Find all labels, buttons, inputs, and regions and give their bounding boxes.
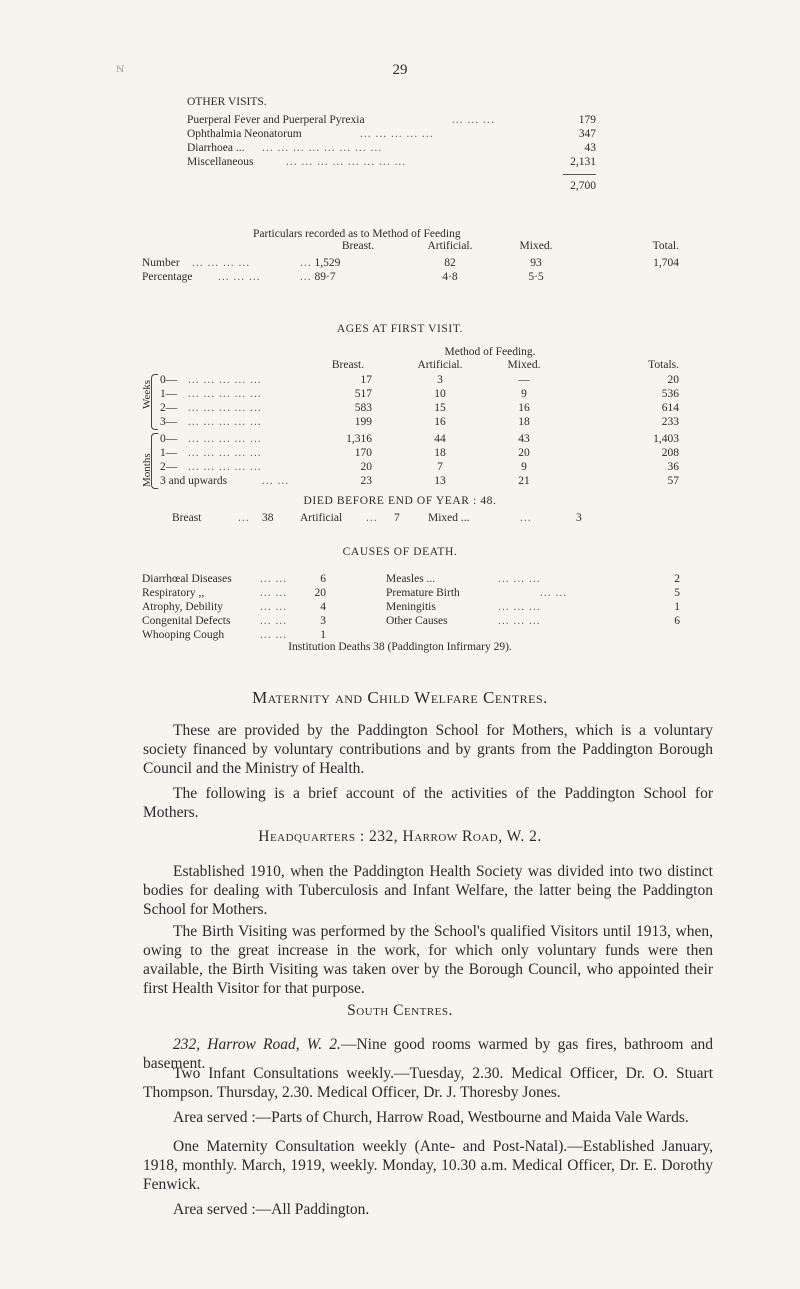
- cause-value: 20: [314, 587, 326, 599]
- leader-dots: ...: [366, 512, 378, 524]
- feeding-header: Total.: [652, 240, 679, 252]
- total-rule: [563, 174, 596, 175]
- other-visits-value: 2,131: [570, 156, 596, 168]
- institution-deaths: Institution Deaths 38 (Paddington Infirmary 29).: [288, 641, 512, 653]
- cause-label: Whooping Cough: [142, 629, 225, 641]
- ages-value: —: [518, 374, 530, 386]
- feeding-value: 5·5: [528, 271, 544, 283]
- corner-mark: ℕ: [116, 64, 125, 74]
- other-visits-value: 43: [584, 142, 596, 154]
- other-visits-label: Miscellaneous: [187, 156, 254, 168]
- leader-dots: ... ... ... ...: [192, 257, 251, 269]
- cause-label: Premature Birth: [386, 587, 460, 599]
- ages-value: 36: [667, 461, 679, 473]
- ages-row-label: 2—: [160, 461, 178, 473]
- leader-dots: ... ...: [260, 601, 288, 613]
- leader-dots: ... ... ...: [218, 271, 261, 283]
- leader-dots: ... ...: [262, 475, 290, 487]
- other-visits-title: OTHER VISITS.: [187, 96, 267, 108]
- died-breast-value: 38: [262, 512, 274, 524]
- address-italic: 232, Harrow Road, W. 2.: [173, 1036, 341, 1053]
- ages-value: 15: [434, 402, 446, 414]
- leader-dots: ... ... ...: [498, 615, 541, 627]
- ages-value: 10: [434, 388, 446, 400]
- paragraph: The Birth Visiting was performed by the School's qualified Visitors until 1913, when, owing to the great increase in the work, for which only voluntary funds were then available, the Birth Visiting was taken over by the Borough Council, who appointed their first Health Visitor for that purpose.: [143, 923, 713, 997]
- ages-value: 1,403: [653, 433, 679, 445]
- died-artificial-value: 7: [394, 512, 400, 524]
- cause-value: 1: [320, 629, 326, 641]
- leader-dots: ... ...: [260, 587, 288, 599]
- ages-value: 17: [360, 374, 372, 386]
- died-mixed-label: Mixed ...: [428, 512, 470, 524]
- cause-value: 2: [674, 573, 680, 585]
- ages-value: 170: [354, 447, 372, 459]
- leader-dots: ... ... ... ... ...: [188, 402, 262, 414]
- paragraph: One Maternity Consultation weekly (Ante- and Post-Natal).—Established January, 1918, monthly. March, 1919, weekly. Monday, 10.30 a.m. Medical Officer, Dr. E. Dorothy Fenwick.: [143, 1138, 713, 1193]
- cause-value: 6: [674, 615, 680, 627]
- paragraph: Area served :—All Paddington.: [173, 1201, 370, 1218]
- ages-value: 44: [434, 433, 446, 445]
- paragraph: Two Infant Consultations weekly.—Tuesday, 2.30. Medical Officer, Dr. O. Stuart Thompson. Thursday, 2.30. Medical Officer, Dr. J. Thoresby Jones.: [143, 1065, 713, 1101]
- other-visits-label: Diarrhoea ...: [187, 142, 245, 154]
- ages-value: 9: [521, 388, 527, 400]
- ages-value: 16: [518, 402, 530, 414]
- feeding-header: Breast.: [341, 240, 375, 252]
- ages-value: 7: [437, 461, 443, 473]
- leader-dots: ... ...: [540, 587, 568, 599]
- section-heading: Maternity and Child Welfare Centres.: [252, 688, 548, 707]
- ages-value: 21: [518, 475, 530, 487]
- ages-header: Breast.: [331, 359, 365, 371]
- leader-dots: ... ...: [260, 615, 288, 627]
- ages-value: 199: [354, 416, 372, 428]
- other-visits-total: 2,700: [570, 180, 596, 192]
- ages-row-label: 1—: [160, 447, 178, 459]
- ages-value: 20: [518, 447, 530, 459]
- months-brace: [151, 433, 158, 489]
- leader-dots: ... 1,529: [300, 257, 341, 269]
- died-title: DIED BEFORE END OF YEAR : 48.: [303, 495, 497, 507]
- weeks-brace: [151, 374, 158, 430]
- ages-header: Mixed.: [507, 359, 541, 371]
- ages-value: 9: [521, 461, 527, 473]
- paragraph-rest: —Nine good rooms warmed by gas fires, bathroom and basement.: [143, 1036, 713, 1072]
- headquarters-heading: Headquarters : 232, Harrow Road, W. 2.: [258, 828, 542, 845]
- cause-value: 3: [320, 615, 326, 627]
- leader-dots: ... ...: [260, 629, 288, 641]
- feeding-value: 1,529: [314, 257, 341, 269]
- ages-row-label: 2—: [160, 402, 178, 414]
- leader-dots: ... 89·7: [300, 271, 336, 283]
- ages-value: 43: [518, 433, 530, 445]
- paragraph: Area served :—Parts of Church, Harrow Road, Westbourne and Maida Vale Wards.: [173, 1109, 689, 1126]
- feeding-header: Artificial.: [427, 240, 473, 252]
- leader-dots: ... ... ... ... ...: [188, 388, 262, 400]
- leader-dots: ... ... ...: [452, 114, 495, 126]
- ages-value: 614: [661, 402, 679, 414]
- ages-value: 1,316: [346, 433, 372, 445]
- south-centres-heading: South Centres.: [347, 1002, 453, 1019]
- other-visits-label: Puerperal Fever and Puerperal Pyrexia: [187, 114, 365, 126]
- ages-method-header: Method of Feeding.: [444, 346, 536, 358]
- ages-row-label: 1—: [160, 388, 178, 400]
- leader-dots: ... ... ... ... ...: [360, 128, 434, 140]
- died-artificial-label: Artificial: [300, 512, 343, 524]
- ages-value: 23: [360, 475, 372, 487]
- ages-header: Totals.: [648, 359, 679, 371]
- leader-dots: ... ... ...: [498, 573, 541, 585]
- died-breast-label: Breast: [172, 512, 202, 524]
- feeding-value: 89·7: [314, 271, 336, 283]
- page-number: 29: [392, 62, 408, 78]
- feeding-row-label: Number: [142, 257, 180, 269]
- leader-dots: ... ... ... ... ...: [188, 433, 262, 445]
- paragraph: The following is a brief account of the activities of the Paddington School for Mothers.: [143, 785, 713, 821]
- ages-value: 13: [434, 475, 446, 487]
- cause-value: 4: [320, 601, 326, 613]
- ages-row-label: 3 and upwards: [160, 475, 228, 487]
- leader-dots: ...: [238, 512, 250, 524]
- months-label: Months: [141, 453, 153, 487]
- leader-dots: ... ... ... ... ...: [188, 416, 262, 428]
- cause-label: Respiratory ,,: [142, 587, 205, 599]
- ages-row-label: 3—: [160, 416, 178, 428]
- cause-value: 5: [674, 587, 680, 599]
- ages-row-label: 0—: [160, 374, 178, 386]
- died-mixed-value: 3: [576, 512, 582, 524]
- feeding-value: 93: [530, 257, 542, 269]
- feeding-row-label: Percentage: [142, 271, 193, 283]
- ages-value: 3: [437, 374, 443, 386]
- ages-header: Artificial.: [417, 359, 463, 371]
- ages-value: 517: [354, 388, 372, 400]
- ages-value: 583: [354, 402, 372, 414]
- ages-value: 20: [667, 374, 679, 386]
- ages-value: 57: [667, 475, 679, 487]
- other-visits-value: 179: [578, 114, 596, 126]
- ages-value: 233: [661, 416, 679, 428]
- leader-dots: ...: [520, 512, 532, 524]
- paragraph: These are provided by the Paddington School for Mothers, which is a voluntary society financed by voluntary contributions and by grants from the Paddington Borough Council and the Ministry of Health.: [143, 722, 713, 777]
- ages-value: 18: [518, 416, 530, 428]
- other-visits-value: 347: [578, 128, 596, 140]
- cause-label: Diarrhœal Diseases: [142, 573, 232, 585]
- leader-dots: ... ... ...: [498, 601, 541, 613]
- cause-label: Measles ...: [386, 573, 436, 585]
- leader-dots: ... ... ... ... ...: [188, 461, 262, 473]
- feeding-value: 4·8: [442, 271, 458, 283]
- ages-row-label: 0—: [160, 433, 178, 445]
- cause-label: Atrophy, Debility: [142, 601, 224, 613]
- leader-dots: ... ... ... ... ... ... ... ...: [286, 156, 407, 168]
- ages-value: 18: [434, 447, 446, 459]
- leader-dots: ... ... ... ... ... ... ... ...: [262, 142, 383, 154]
- weeks-label: Weeks: [141, 379, 153, 409]
- leader-dots: ... ... ... ... ...: [188, 374, 262, 386]
- feeding-value: 1,704: [653, 257, 679, 269]
- ages-title: AGES AT FIRST VISIT.: [336, 323, 464, 335]
- feeding-value: 82: [444, 257, 456, 269]
- cause-label: Meningitis: [386, 601, 436, 613]
- causes-title: CAUSES OF DEATH.: [342, 546, 458, 558]
- feeding-header: Mixed.: [519, 240, 553, 252]
- cause-label: Congenital Defects: [142, 615, 231, 627]
- cause-value: 1: [674, 601, 680, 613]
- paragraph: Established 1910, when the Paddington Health Society was divided into two distinct bodies for dealing with Tuberculosis and Infant Welfare, the latter being the Paddington School for Mothers.: [143, 863, 713, 918]
- ages-value: 208: [661, 447, 679, 459]
- other-visits-label: Ophthalmia Neonatorum: [187, 128, 302, 140]
- cause-value: 6: [320, 573, 326, 585]
- ages-value: 16: [434, 416, 446, 428]
- cause-label: Other Causes: [386, 615, 448, 627]
- leader-dots: ... ...: [260, 573, 288, 585]
- ages-value: 20: [360, 461, 372, 473]
- ages-value: 536: [661, 388, 679, 400]
- feeding-title: Particulars recorded as to Method of Feeding: [253, 228, 461, 240]
- leader-dots: ... ... ... ... ...: [188, 447, 262, 459]
